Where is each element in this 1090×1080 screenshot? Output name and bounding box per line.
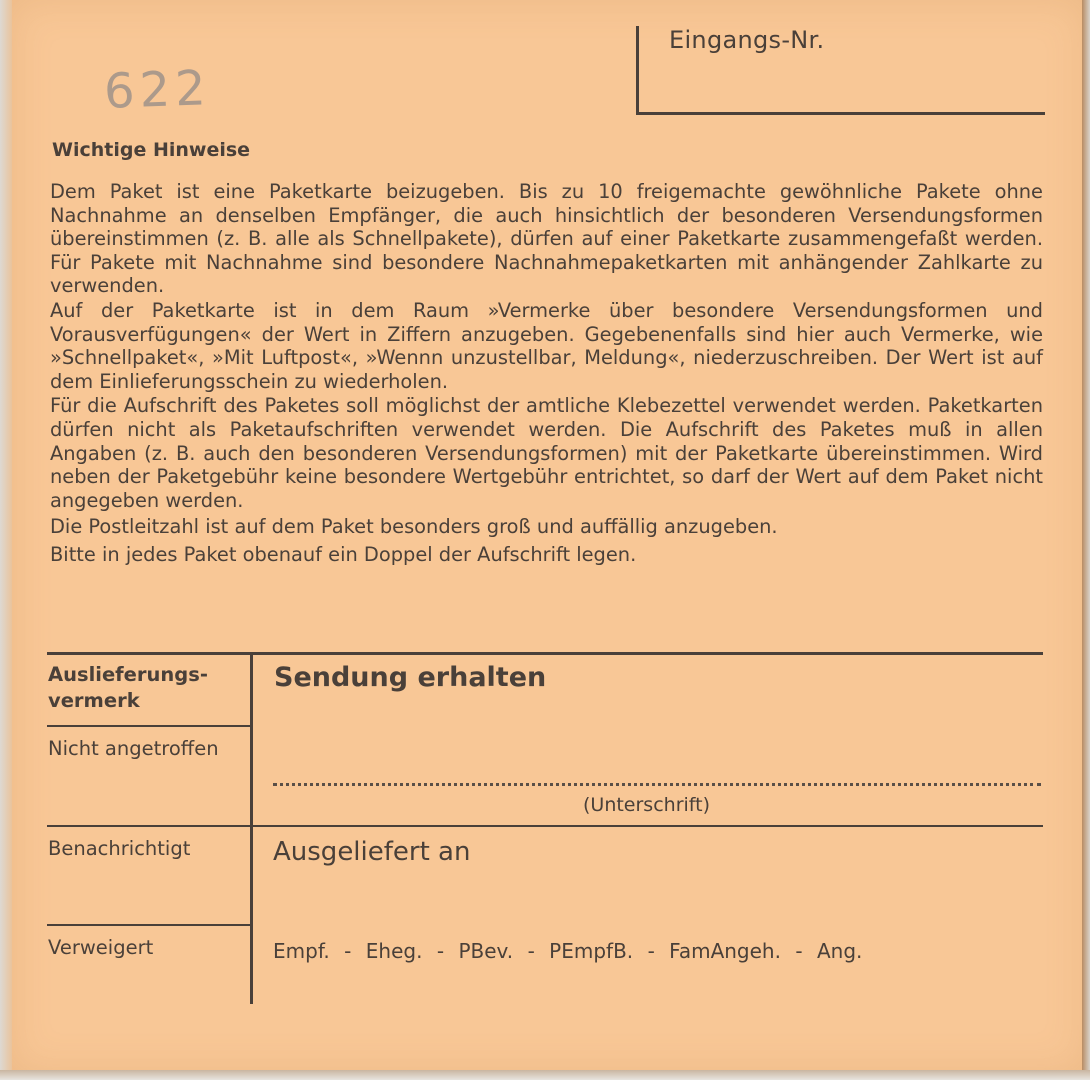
hinweis-paragraph-4: Die Postleitzahl ist auf dem Paket besonders groß und auffällig anzugeben. bbox=[50, 515, 778, 539]
eingangs-nr-label: Eingangs-Nr. bbox=[669, 26, 825, 54]
option-separator: - bbox=[647, 939, 655, 963]
hinweis-paragraph-1: Dem Paket ist eine Paketkarte beizugeben. Bis zu 10 freigemachte gewöhnliche Pakete ohne Nachnahme an denselben Empfänger, die auch hinsichtlich der besonderen Versendungsformen übereinstimmen (z. B. alle als Schnellpakete), dürfen auf einer Paketkarte zusammengefaßt werden. Für Pakete mit Nachnahme sind besondere Nachnahmepaketkarten mit anhängender Zahlkarte zu verwenden. bbox=[50, 180, 1043, 298]
hinweise-text bbox=[50, 180, 1043, 571]
nicht-angetroffen-field[interactable]: Nicht angetroffen bbox=[48, 737, 219, 760]
scan-edge-bottom bbox=[0, 1070, 1090, 1080]
empfaenger-options bbox=[273, 939, 862, 963]
pencil-note: 622 bbox=[103, 60, 212, 120]
option-eheg[interactable]: Eheg. bbox=[365, 939, 423, 963]
benachrichtigt-field[interactable]: Benachrichtigt bbox=[48, 837, 191, 860]
option-empf[interactable]: Empf. bbox=[273, 939, 330, 963]
auslieferungsvermerk-line2: vermerk bbox=[48, 689, 140, 712]
rule-middle bbox=[47, 825, 1043, 827]
option-separator: - bbox=[527, 939, 535, 963]
ausgeliefert-an-heading: Ausgeliefert an bbox=[273, 837, 471, 867]
option-pbev[interactable]: PBev. bbox=[458, 939, 514, 963]
signature-line[interactable] bbox=[273, 783, 1041, 786]
scan-edge-left bbox=[0, 0, 12, 1080]
auslieferungsvermerk-label bbox=[48, 662, 208, 714]
option-separator: - bbox=[795, 939, 803, 963]
option-ang[interactable]: Ang. bbox=[816, 939, 863, 963]
hinweise-title: Wichtige Hinweise bbox=[52, 139, 251, 161]
sendung-erhalten-heading: Sendung erhalten bbox=[274, 662, 547, 693]
form-divider-vertical bbox=[250, 652, 253, 1004]
hinweis-paragraph-5: Bitte in jedes Paket obenauf ein Doppel der Aufschrift legen. bbox=[50, 542, 637, 566]
verweigert-field[interactable]: Verweigert bbox=[48, 936, 154, 959]
auslieferungsvermerk-line1: Auslieferungs- bbox=[48, 663, 208, 686]
unterschrift-label: (Unterschrift) bbox=[583, 794, 711, 816]
form-top-rule bbox=[47, 652, 1043, 655]
option-separator: - bbox=[436, 939, 445, 963]
rule-under-auslieferung bbox=[47, 725, 250, 727]
eingangs-nr-box[interactable] bbox=[636, 26, 1045, 115]
hinweis-paragraph-2: Auf der Paketkarte ist in dem Raum »Vermerke über besondere Versendungsformen und Vorausverfügungen« der Wert in Ziffern anzugeben. Gegebenenfalls sind hier auch Vermerke, wie »Schnellpaket«, »Mit Luftpost«, »Wennn unzustellbar, Meldung«, niederzuschreiben. Der Wert ist auf dem Einlieferungsschein zu wiederholen. bbox=[50, 298, 1043, 393]
hinweis-paragraph-3: Für die Aufschrift des Paketes soll möglichst der amtliche Klebezettel verwendet werden. Paketkarten dürfen nicht als Paketaufschriften verwendet werden. Die Aufschrift des Paketes muß in allen Angaben (z. B. auch den besonderen Versendungsformen) mit der Paketkarte übereinstimmen. Wird neben der Paketgebühr keine besondere Wertgebühr entrichtet, so darf der Wert auf dem Paket nicht angegeben werden. bbox=[50, 394, 1043, 512]
option-pempfb[interactable]: PEmpfB. bbox=[549, 939, 634, 963]
option-separator: - bbox=[344, 939, 352, 963]
option-famangeh[interactable]: FamAngeh. bbox=[669, 939, 781, 963]
rule-under-benachrichtigt bbox=[47, 924, 250, 926]
scan-edge-right bbox=[1082, 0, 1090, 1080]
